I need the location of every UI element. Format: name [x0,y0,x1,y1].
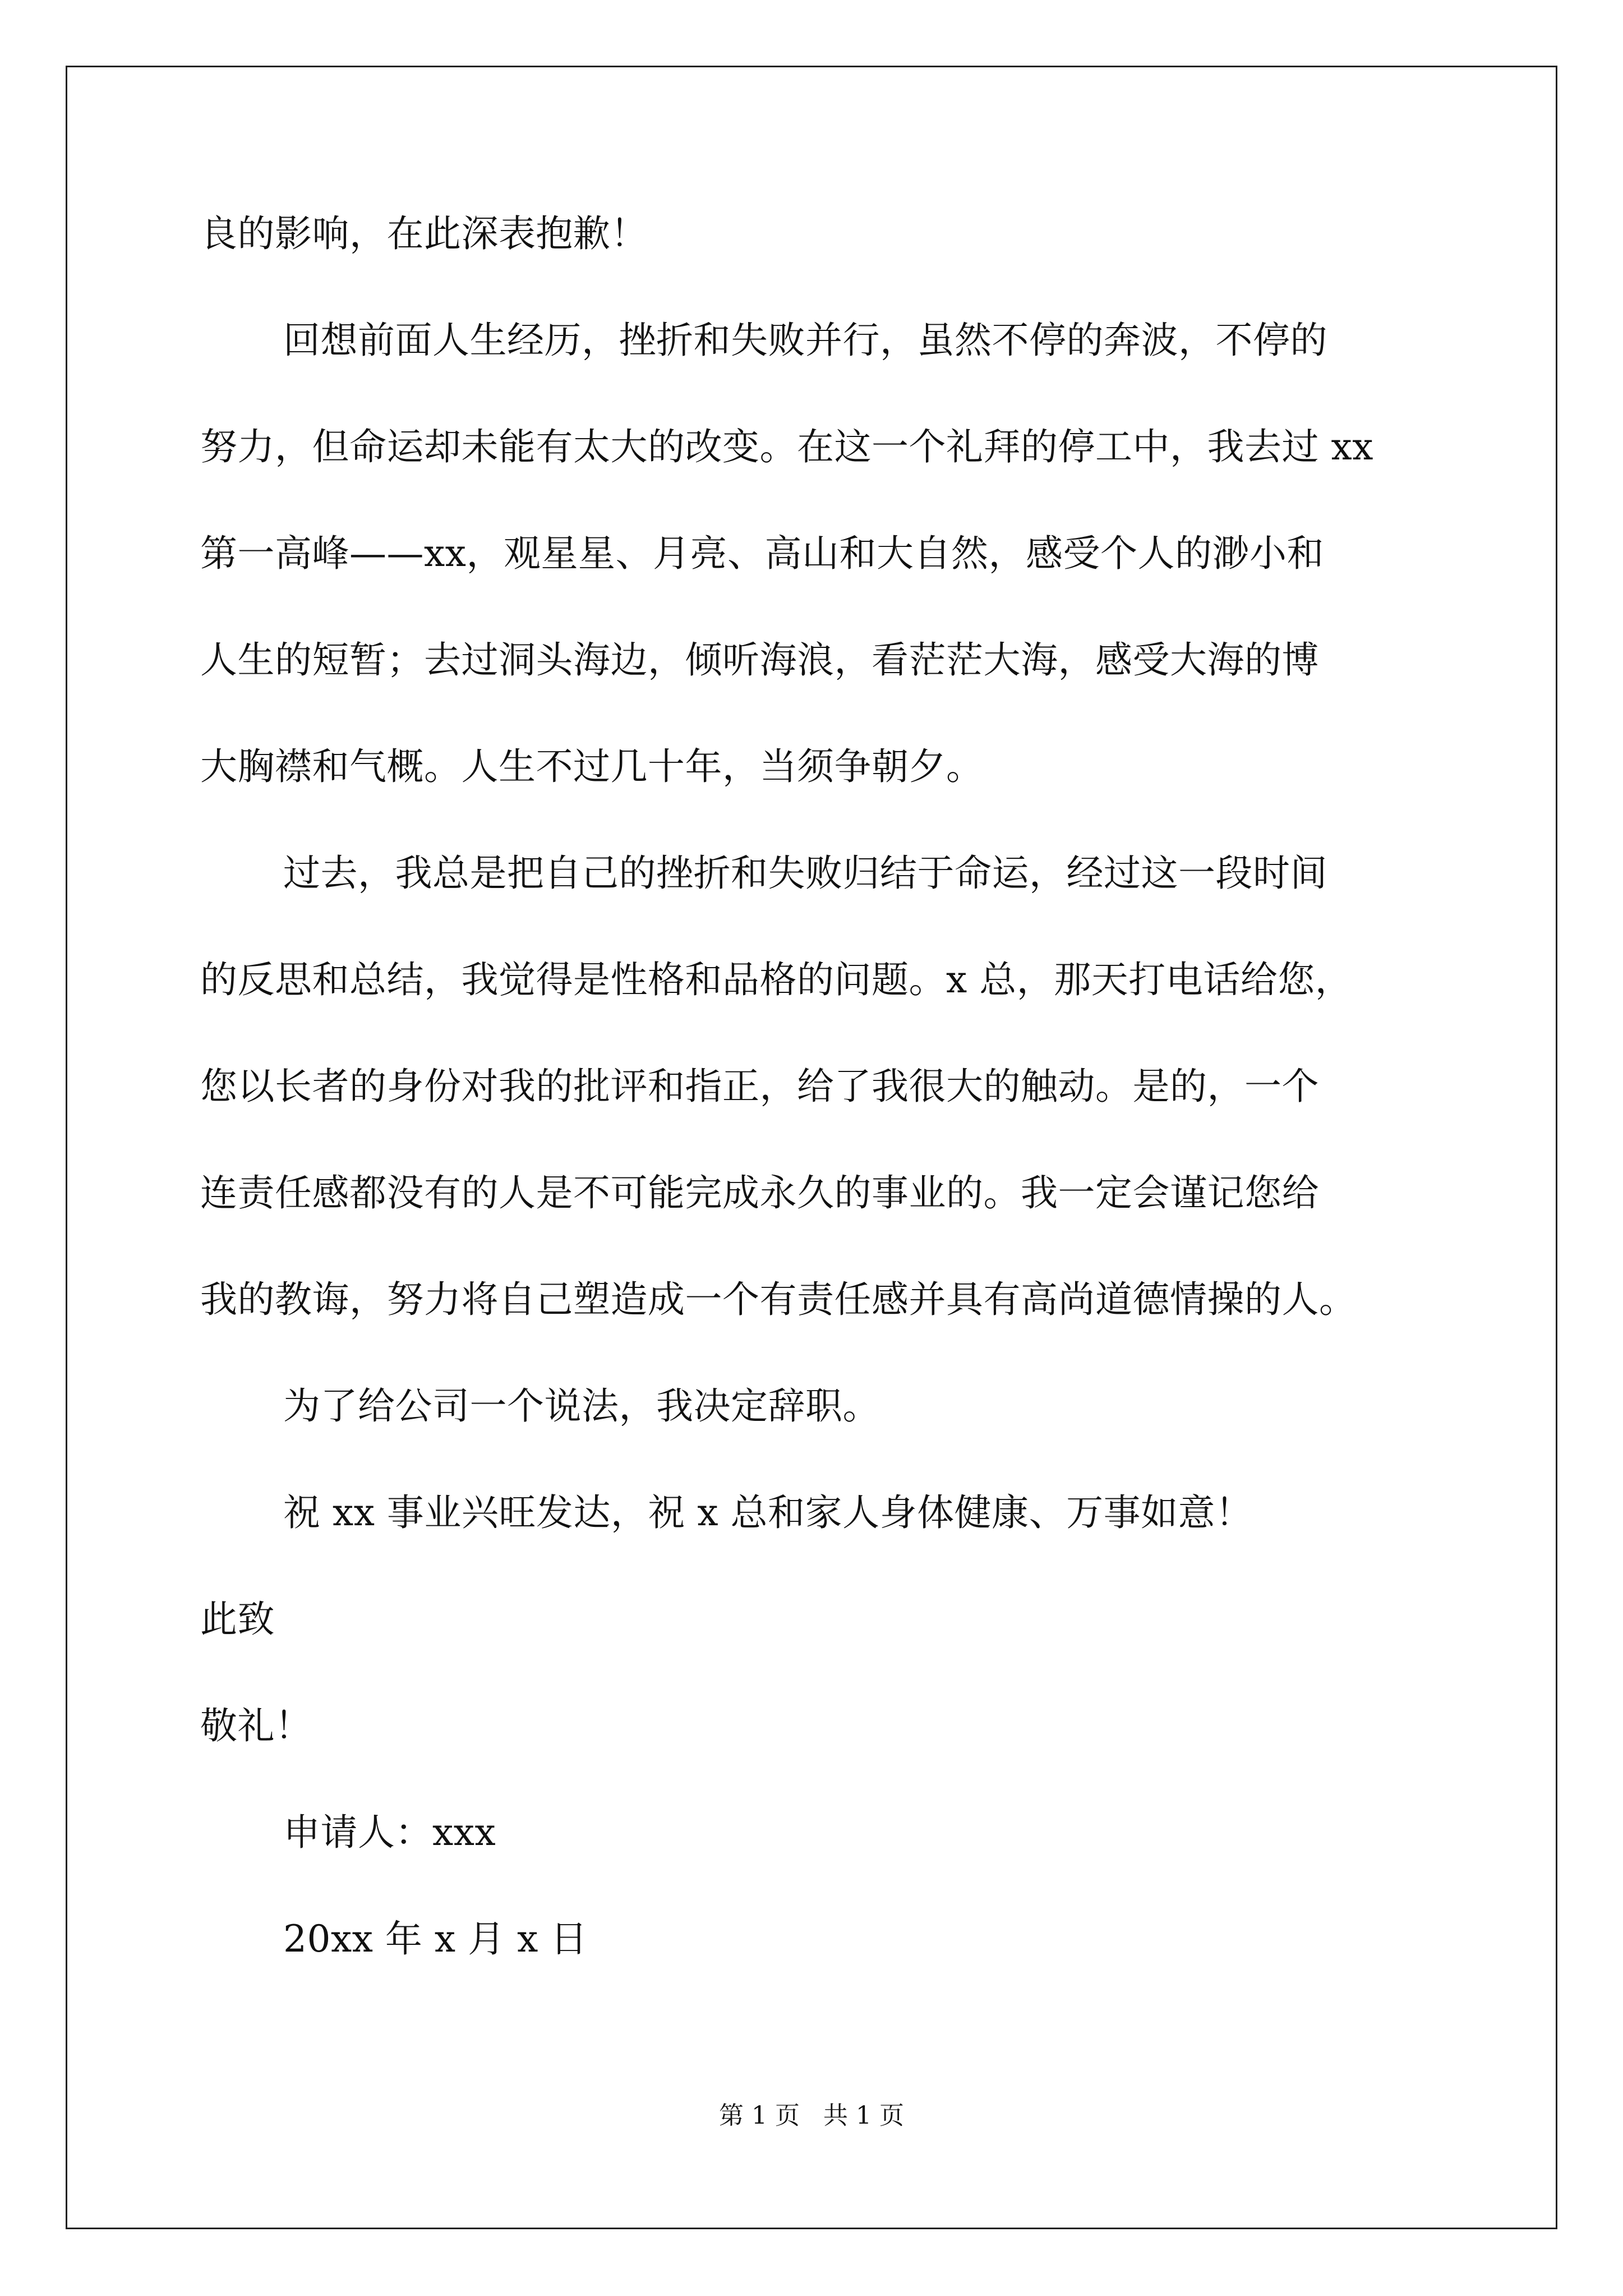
text-line-3: 努力，但命运却未能有太大的改变。在这一个礼拜的停工中，我去过 xx [200,425,1373,468]
applicant-signature: 申请人：xxx [283,1811,496,1854]
text-line-10: 连责任感都没有的人是不可能完成永久的事业的。我一定会谨记您给 [200,1171,1319,1214]
letter-date: 20xx 年 x 月 x 日 [283,1917,588,1961]
text-line-1: 良的影响，在此深表抱歉！ [200,212,648,255]
closing-salutation: 此致 [200,1598,275,1641]
text-line-2: 回想前面人生经历，挫折和失败并行，虽然不停的奔波，不停的 [283,319,1327,362]
text-line-13: 祝 xx 事业兴旺发达，祝 x 总和家人身体健康、万事如意！ [283,1491,1253,1534]
text-line-6: 大胸襟和气概。人生不过几十年，当须争朝夕。 [200,745,984,788]
text-line-9: 您以长者的身份对我的批评和指正，给了我很大的触动。是的，一个 [200,1065,1319,1108]
page-border [66,66,1557,2229]
text-line-12: 为了给公司一个说法，我决定辞职。 [283,1384,880,1428]
page-footer: 第 1 页 共 1 页 [719,2101,904,2130]
text-line-8: 的反思和总结，我觉得是性格和品格的问题。x 总，那天打电话给您， [200,958,1353,1001]
text-line-4: 第一高峰——xx，观星星、月亮、高山和大自然，感受个人的渺小和 [200,532,1324,575]
text-line-7: 过去，我总是把自己的挫折和失败归结于命运，经过这一段时间 [283,852,1327,895]
text-line-11: 我的教诲，努力将自己塑造成一个有责任感并具有高尚道德情操的人。 [200,1278,1357,1321]
closing-regards: 敬礼！ [200,1704,312,1747]
text-line-5: 人生的短暂；去过洞头海边，倾听海浪，看茫茫大海，感受大海的博 [200,638,1319,682]
